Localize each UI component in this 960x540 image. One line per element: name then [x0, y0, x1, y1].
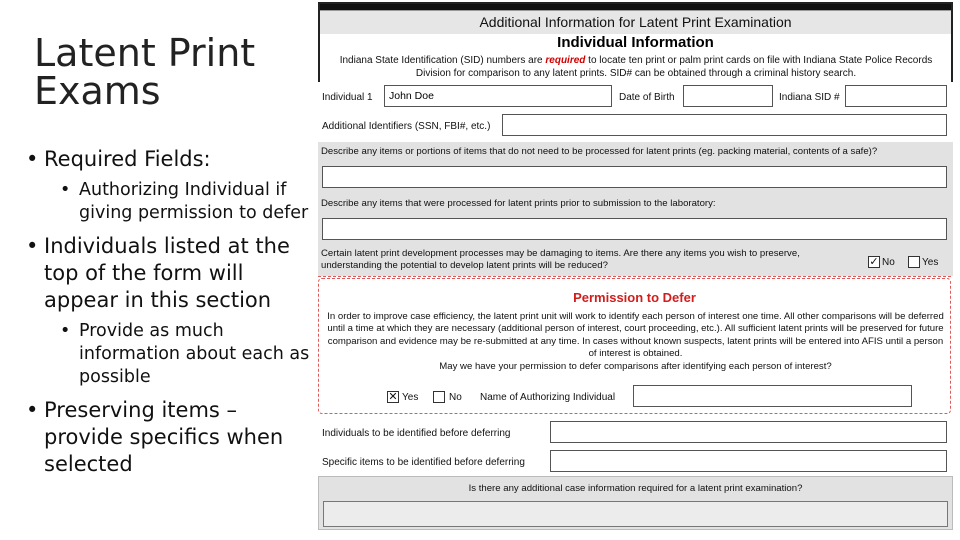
section-title-individual-information: Individual Information	[557, 34, 714, 51]
bullet-individuals-listed: • Individuals listed at the top of the form will appear in this section	[26, 233, 316, 314]
defer-title: Permission to Defer	[573, 290, 696, 305]
preserve-yes-label: Yes	[922, 257, 939, 268]
defer-no-checkbox[interactable]	[433, 391, 445, 403]
preserve-no-checkbox[interactable]: ✓	[869, 256, 879, 268]
sid-note-post: to locate ten print or palm print cards on file with Indiana State Police Records Division for comparison to any latent prints. SID# can be obtained through a criminal history search.	[415, 55, 933, 79]
additional-info-band	[318, 476, 953, 530]
individual-label: Individual 1	[322, 92, 373, 103]
form-header-title: Additional Information for Latent Print Examination	[320, 10, 951, 34]
processed-prior-field[interactable]	[322, 218, 947, 240]
not-processed-question: Describe any items or portions of items that do not need to be processed for latent prints (eg. packing material, contents of a safe)?	[321, 146, 878, 157]
additional-ids-field[interactable]	[502, 114, 947, 136]
slide-title-line2: Exams	[34, 69, 161, 113]
bullet-preserving-items: • Preserving items – provide specifics when selected	[26, 397, 316, 478]
not-processed-band	[318, 142, 953, 194]
additional-info-question: Is there any additional case information required for a latent print examination?	[468, 483, 803, 494]
bullet-provide-info: • Provide as much information about each as possible	[60, 320, 316, 389]
latent-print-form	[318, 2, 953, 532]
specific-items-label: Specific items to be identified before deferring	[322, 457, 525, 468]
preserve-band	[318, 244, 953, 276]
individual-name-value: John Doe	[389, 90, 434, 102]
not-processed-field[interactable]	[322, 166, 947, 188]
bullet-required-fields: • Required Fields:	[26, 146, 316, 173]
dob-label: Date of Birth	[619, 92, 675, 103]
slide-title	[34, 31, 256, 113]
individual-name-field[interactable]	[384, 85, 612, 107]
bullet-list	[26, 146, 316, 484]
permission-to-defer-section	[318, 278, 951, 414]
authorizing-label: Name of Authorizing Individual	[480, 392, 616, 403]
individuals-before-field[interactable]	[550, 421, 947, 443]
defer-no-label: No	[449, 392, 462, 403]
sid-note-pre: Indiana State Identification (SID) numbers are	[339, 55, 546, 66]
processed-prior-question: Describe any items that were processed for latent prints prior to submission to the laboratory:	[321, 198, 716, 209]
form-header	[318, 2, 953, 82]
bullet-authorizing-individual: • Authorizing Individual if giving permission to defer	[60, 179, 316, 225]
slide-title-line1: Latent Print	[34, 31, 256, 75]
preserve-question-line1: Certain latent print development processes may be damaging to items. Are there any items you wish to preserve,	[321, 248, 800, 259]
preserve-yes-checkbox[interactable]	[908, 256, 920, 268]
additional-ids-label: Additional Identifiers (SSN, FBI#, etc.)	[322, 121, 491, 132]
sid-note-required: required	[545, 55, 586, 66]
preserve-question-line2: understanding the potential to develop latent prints will be reduced?	[321, 260, 608, 271]
specific-items-field[interactable]	[550, 450, 947, 472]
section-divider	[318, 276, 951, 277]
dob-field[interactable]	[683, 85, 773, 107]
sid-label: Indiana SID #	[779, 92, 840, 103]
additional-info-field[interactable]	[323, 501, 948, 527]
processed-prior-band	[318, 194, 953, 244]
sid-note	[326, 54, 946, 80]
individuals-before-label: Individuals to be identified before deferring	[322, 428, 511, 439]
preserve-no-label: No	[882, 257, 895, 268]
authorizing-field[interactable]	[633, 385, 912, 407]
defer-yes-label: Yes	[402, 392, 419, 403]
defer-question: May we have your permission to defer comparisons after identifying each person of interest?	[439, 360, 832, 372]
defer-body-text: In order to improve case efficiency, the latent print unit will work to identify each person of interest one time. All other comparisons will be deferred until a time at which they are necessary (additional person of interest, court proceeding, etc.). All sufficient latent prints will be preserved for future comparison and evidence may be re-submitted at any time. In cases without known suspects, latent prints will be entered into AFIS until a person of interest is obtained.	[327, 311, 944, 360]
defer-body	[323, 311, 948, 373]
sid-field[interactable]	[845, 85, 947, 107]
defer-yes-checkbox[interactable]: ✕	[388, 391, 398, 403]
